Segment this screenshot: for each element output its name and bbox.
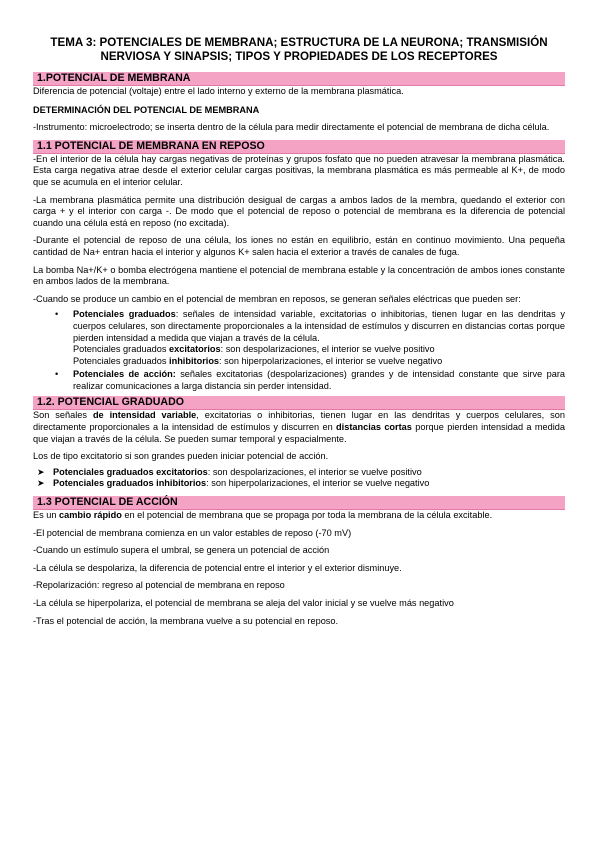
bullet-list — [33, 309, 565, 392]
text: Potenciales graduados — [73, 355, 170, 366]
term: cambio rápido — [59, 510, 122, 521]
text: Potenciales graduados — [73, 344, 170, 355]
term: Potenciales graduados inhibitorios — [53, 478, 207, 489]
text: : son hiperpolarizaciones, el interior se vuelve negativo — [206, 478, 430, 489]
section-heading-accion: 1.3 POTENCIAL DE ACCIÓN — [33, 496, 565, 510]
text: Son señales — [33, 410, 93, 421]
text: : son despolarizaciones, el interior se vuelve positivo — [207, 466, 422, 477]
term: inhibitorios — [169, 355, 220, 366]
text: , excitatorias o inhibitorias, tienen lugar en las dendritas y cuerpos celulares, son directamente proporcionales a la intensidad de estímulos y discurren en — [33, 410, 565, 433]
text: : son despolarizaciones, el interior se vuelve positivo — [220, 344, 435, 355]
list-item — [33, 478, 565, 490]
page-title: TEMA 3: POTENCIALES DE MEMBRANA; ESTRUCTURA DE LA NEURONA; TRANSMISIÓN NERVIOSA Y SINAPSIS; TIPOS Y PROPIEDADES DE LOS RECEPTORES — [50, 36, 548, 63]
definition: señales excitatorias (despolarizaciones) grandes y de intensidad constante que sirve para realizar comunicaciones a larga distancia sin perder intensidad. — [73, 369, 565, 391]
term: de intensidad variable — [92, 410, 197, 421]
term: distancias cortas — [336, 422, 412, 433]
paragraph: Diferencia de potencial (voltaje) entre el lado interno y externo de la membrana plasmática. — [33, 86, 404, 96]
term: excitatorios — [169, 344, 221, 355]
text: en el potencial de membrana que se propaga por toda la membrana de la célula excitable. — [121, 510, 493, 521]
paragraph: -Repolarización: regreso al potencial de membrana en reposo — [33, 580, 285, 591]
section-heading-reposo: 1.1 POTENCIAL DE MEMBRANA EN REPOSO — [33, 140, 565, 154]
list-item — [33, 467, 565, 479]
paragraph: -Instrumento: microelectrodo; se inserta dentro de la célula para medir directamente el potencial de membrana de dicha célula. — [33, 122, 550, 133]
text: : son hiperpolarizaciones, el interior se vuelve negativo — [219, 355, 443, 366]
term: Potenciales de acción: — [73, 369, 176, 380]
term: Potenciales graduados excitatorios — [53, 466, 208, 477]
subheading-determinacion: DETERMINACIÓN DEL POTENCIAL DE MEMBRANA — [33, 104, 260, 115]
text: Es un — [33, 510, 60, 521]
paragraph: -La membrana plasmática permite una distribución desigual de cargas a ambos lados de la membra, quedando el exterior con carga + y el interior con carga -. De modo que el potencial de reposo o potencial de membrana es la diferencia de potencial cuando una célula está en reposo (no excitada). — [33, 194, 565, 228]
list-item — [33, 369, 565, 392]
section-heading-graduado: 1.2. POTENCIAL GRADUADO — [33, 396, 565, 410]
bullet-icon: • — [55, 309, 59, 320]
paragraph: -El potencial de membrana comienza en un valor estables de reposo (-70 mV) — [33, 527, 352, 538]
section-heading-potencial-membrana: 1.POTENCIAL DE MEMBRANA — [33, 72, 565, 86]
term: Potenciales graduados — [73, 309, 176, 320]
paragraph: Los de tipo excitatorio si son grandes pueden iniciar potencial de acción. — [33, 451, 329, 462]
arrow-icon: ➤ — [37, 478, 45, 489]
paragraph: -La célula se hiperpolariza, el potencial de membrana se aleja del valor inicial y se vuelve más negativo — [33, 598, 454, 608]
bullet-icon: • — [55, 369, 59, 380]
paragraph: -Durante el potencial de reposo de una célula, los iones no están en equilibrio, están en continuo movimiento. Una pequeña cantidad de Na+ entran hacia el interior y algunos K+ salen hacia el exterior a través de canales de fuga. — [33, 235, 565, 257]
text: porque pierden intensidad a medida que viajan a través de la célula. Se pueden sumar temporal y espacialmente. — [33, 422, 565, 444]
paragraph: -Tras el potencial de acción, la membrana vuelve a su potencial en reposo. — [33, 615, 339, 626]
paragraph: -La célula se despolariza, la diferencia de potencial entre el interior y el exterior disminuye. — [33, 562, 402, 573]
paragraph: La bomba Na+/K+ o bomba electrógena mantiene el potencial de membrana estable y la concentración de ambos iones constante en ambos lados de la membrana. — [33, 264, 565, 287]
definition: : señales de intensidad variable, excitatorias o inhibitorias, tienen lugar en las dendritas y cuerpos celulares, son directamente proporcionales a la intensidad de estímulos y discurren en distancias cortas porque pierden intensidad a medida que viajan a través de la célula. — [73, 309, 565, 343]
paragraph: -Cuando un estímulo supera el umbral, se genera un potencial de acción — [33, 545, 330, 556]
paragraph: -Cuando se produce un cambio en el potencial de membran en reposos, se generan señales eléctricas que pueden ser: — [33, 293, 521, 304]
arrow-list — [33, 467, 565, 490]
document-page — [33, 32, 565, 627]
list-item — [33, 309, 565, 367]
paragraph: -En el interior de la célula hay cargas negativas de proteínas y grupos fosfato que no pueden atravesar la membrana plasmática. Esta carga negativa atrae desde el exterior celular cargas positivas, la membrana plasmática es más permeable al K+, de modo que se acumula en el interior celular. — [33, 153, 565, 187]
arrow-icon: ➤ — [37, 466, 45, 477]
paragraph — [33, 410, 565, 445]
paragraph — [33, 510, 565, 522]
